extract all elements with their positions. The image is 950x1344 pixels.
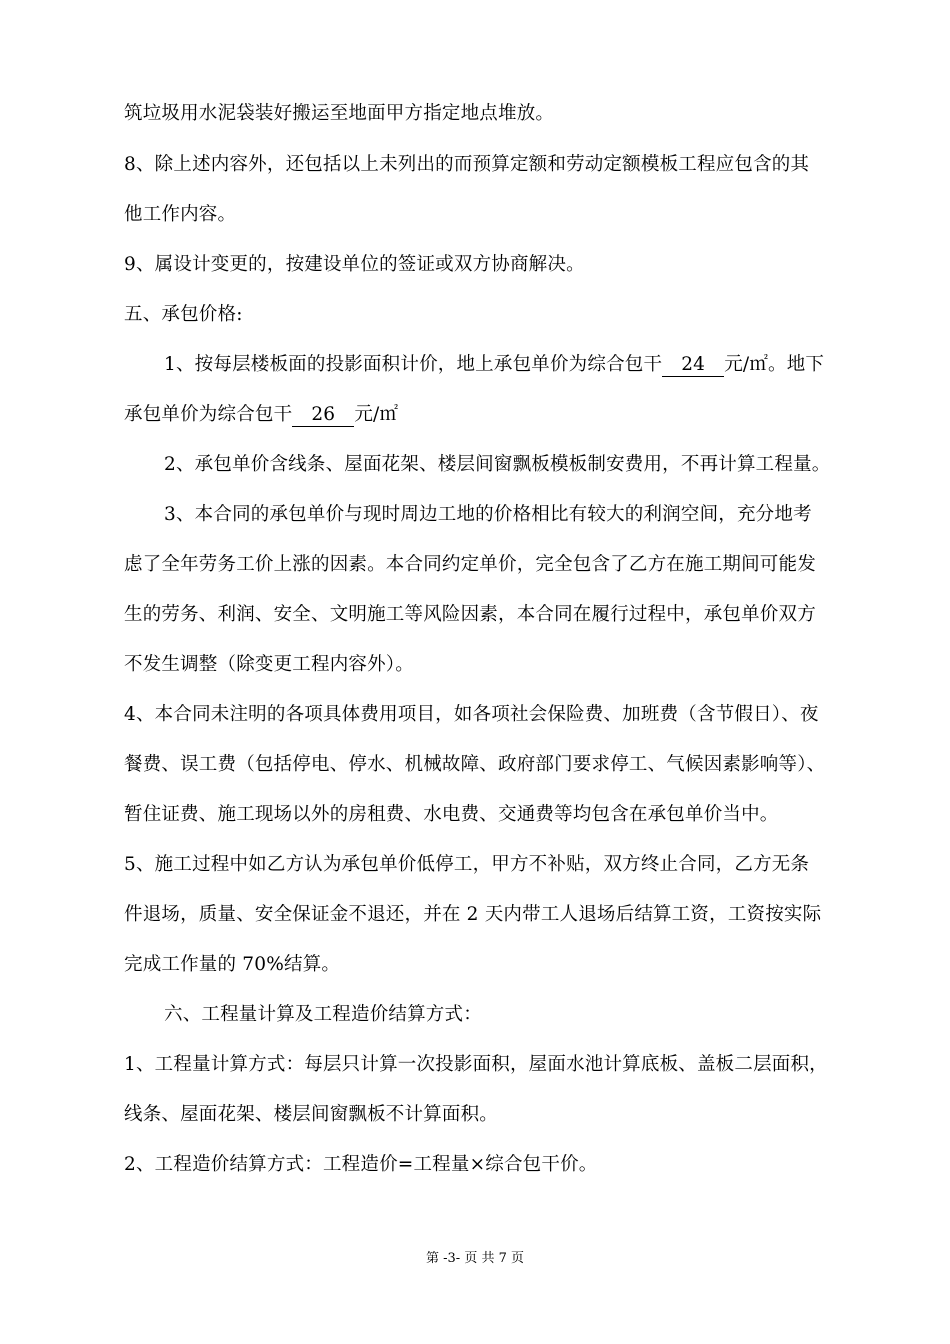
line-text: 元/㎡。地下 <box>724 354 825 375</box>
paragraph-line: 2、工程造价结算方式：工程造价=工程量×综合包干价。 <box>124 1154 598 1175</box>
paragraph-line: 生的劳务、利润、安全、文明施工等风险因素，本合同在履行过程中，承包单价双方 <box>124 604 816 625</box>
paragraph-line: 完成工作量的 70%结算。 <box>124 954 341 975</box>
paragraph-line: 9、属设计变更的，按建设单位的签证或双方协商解决。 <box>124 254 585 275</box>
price-blank-above-ground: 24 <box>662 354 724 377</box>
section-heading: 五、承包价格: <box>124 304 243 325</box>
paragraph-line: 1、工程量计算方式：每层只计算一次投影面积，屋面水池计算底板、盖板二层面积， <box>124 1054 828 1075</box>
paragraph-line: 4、本合同未注明的各项具体费用项目，如各项社会保险费、加班费（含节假日）、夜 <box>124 704 819 725</box>
page-number-footer: 第 -3- 页 共 7 页 <box>426 1251 524 1266</box>
paragraph-line: 虑了全年劳务工价上涨的因素。本合同约定单价，完全包含了乙方在施工期间可能发 <box>124 554 816 575</box>
paragraph-line: 8、除上述内容外，还包括以上未列出的而预算定额和劳动定额模板工程应包含的其 <box>124 154 810 175</box>
paragraph-line: 筑垃圾用水泥袋装好搬运至地面甲方指定地点堆放。 <box>124 103 555 124</box>
line-text: 承包单价为综合包干 <box>124 404 293 425</box>
paragraph-line: 线条、屋面花架、楼层间窗飘板不计算面积。 <box>124 1104 499 1125</box>
paragraph-line: 5、施工过程中如乙方认为承包单价低停工，甲方不补贴，双方终止合同，乙方无条 <box>124 854 810 875</box>
paragraph-line <box>124 402 864 428</box>
paragraph-line: 3、本合同的承包单价与现时周边工地的价格相比有较大的利润空间，充分地考 <box>164 504 812 525</box>
paragraph-line: 不发生调整（除变更工程内容外）。 <box>124 654 414 675</box>
section-heading: 六、工程量计算及工程造价结算方式： <box>164 1004 482 1025</box>
paragraph-line <box>164 352 904 378</box>
paragraph-line: 他工作内容。 <box>124 204 237 225</box>
line-text: 元/㎡ <box>354 404 399 425</box>
price-blank-underground: 26 <box>292 404 354 427</box>
line-text: 1、按每层楼板面的投影面积计价，地上承包单价为综合包干 <box>164 354 663 375</box>
paragraph-line: 2、承包单价含线条、屋面花架、楼层间窗飘板模板制安费用，不再计算工程量。 <box>164 454 831 475</box>
paragraph-line: 件退场，质量、安全保证金不退还，并在 2 天内带工人退场后结算工资，工资按实际 <box>124 904 822 925</box>
paragraph-line: 暂住证费、施工现场以外的房租费、水电费、交通费等均包含在承包单价当中。 <box>124 804 779 825</box>
paragraph-line: 餐费、误工费（包括停电、停水、机械故障、政府部门要求停工、气候因素影响等）、 <box>124 754 826 775</box>
